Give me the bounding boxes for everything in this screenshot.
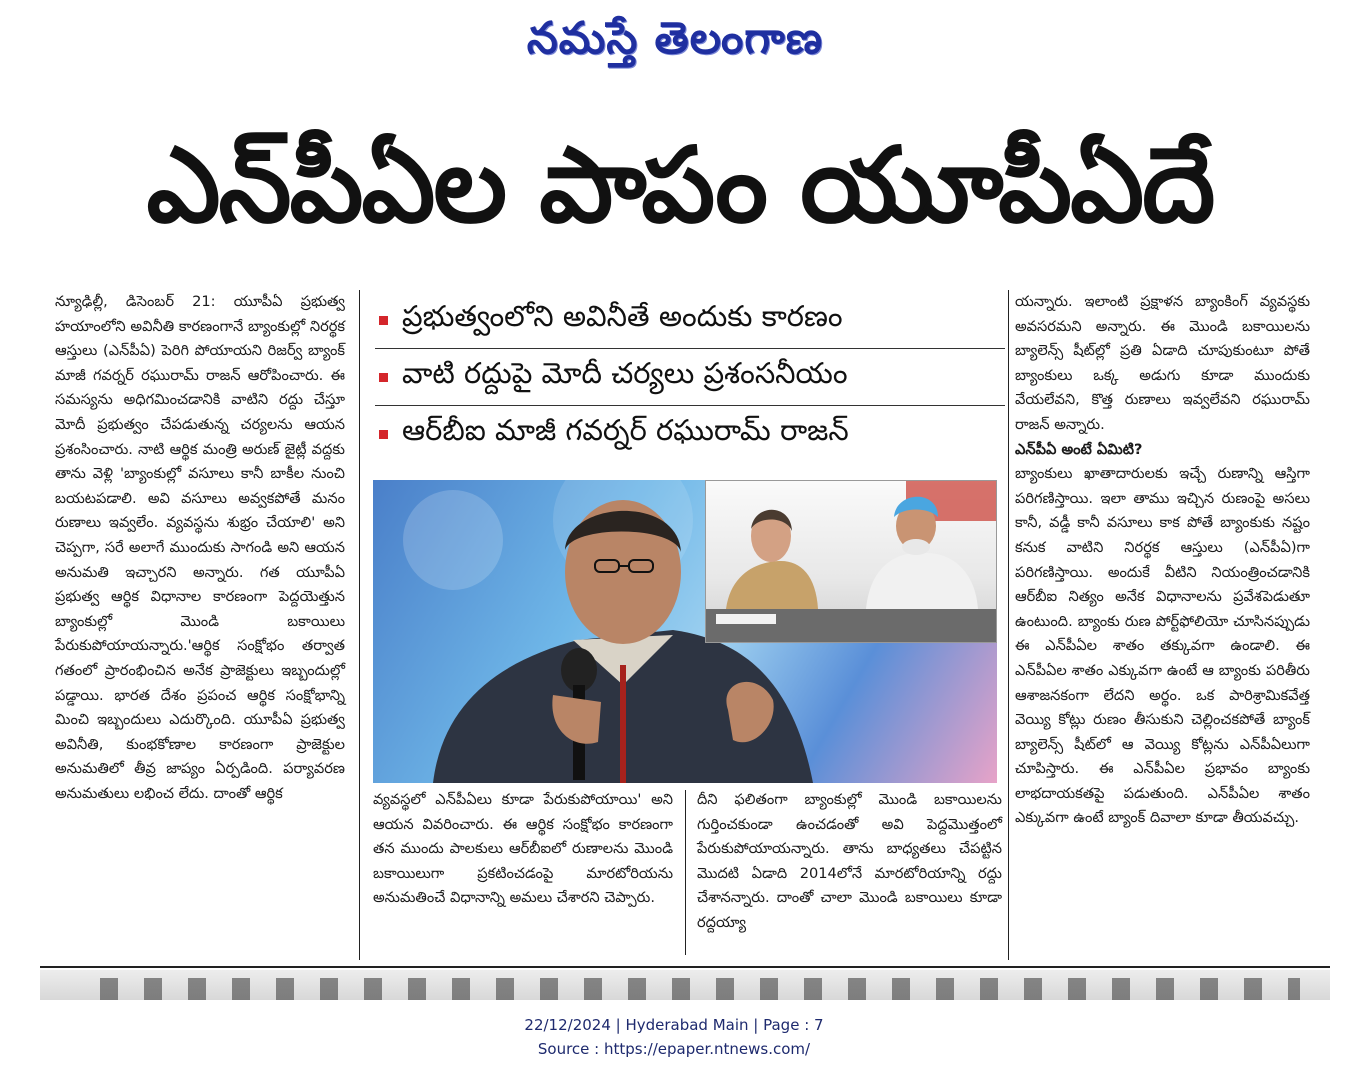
sonia-manmohan-photo bbox=[705, 480, 997, 643]
column-2-text: వ్యవస్థలో ఎన్‌పీఏలు కూడా పేరుకుపోయాయి' అని ఆయన వివరించారు. ఈ ఆర్థిక సంక్షోభం కారణంగా తన ముందు పాలకులు ఆర్‌బీఐలో రుణాలను మొండి బకాయిలుగా ప్రకటించడంపై మారటోరియను అనుమతించే విధానాన్ని అమలు చేశారని చెప్పారు. bbox=[373, 791, 673, 907]
bullet-text: ప్రభుత్వంలోని అవినీతే అందుకు కారణం bbox=[402, 299, 843, 333]
article-column-3 bbox=[697, 788, 1002, 936]
column-1-text: న్యూఢిల్లీ, డిసెంబర్ 21: యూపీఏ ప్రభుత్వ హయాంలోని అవినీతి కారణంగానే బ్యాంకుల్లో నిరర్థక ఆస్తులు (ఎన్‌పీఏ) పెరిగి పోయాయని రిజర్వ్ బ్యాంక్ మాజీ గవర్నర్ రఘురామ్ రాజన్ ఆరోపించారు. ఈ సమస్యను అధిగమించడానికి వాటిని రద్దు చేస్తూ మోదీ ప్రభుత్వం చేపడుతున్న చర్యలను ఆయన ప్రశంసించారు. నాటి ఆర్థిక మంత్రి అరుణ్ జైట్లీ వద్దకు తాను వెళ్లి 'బ్యాంకుల్లో వసూలు కానీ బాకీల నుంచి బయటపడాలి. అవి వసూలు అవ్వకపోతే మనం రుణాలు ఇవ్వలేం. వ్యవస్థను శుభ్రం చేయాలి' అని చెప్పగా, సరే అలాగే ముందుకు సాగండి అని ఆయన అనుమతి ఇచ్చారని అన్నారు. గత యూపీఏ ప్రభుత్వ ఆర్థిక విధానాల కారణంగా పెద్దయెత్తున బ్యాంకుల్లో మొండి బకాయిలు పేరుకుపోయాయన్నారు.'ఆర్థిక సంక్షోభం తర్వాత గతంలో ప్రారంభించిన అనేక ప్రాజెక్టులు ఇబ్బందుల్లో పడ్డాయి. భారత దేశం ప్రపంచ ఆర్థిక సంక్షోభాన్ని మించి ఇబ్బందులు ఎదుర్కొంది. యూపీఏ ప్రభుత్వ అవినీతి, కుంభకోణాల కారణంగా ప్రాజెక్టుల అనుమతిలో తీవ్ర జాప్యం ఏర్పడింది. పర్యావరణ అనుమతులు లభించ లేదు. దాంతో ఆర్థిక bbox=[55, 293, 345, 802]
next-article-strip bbox=[40, 970, 1330, 1000]
article-column-2 bbox=[373, 788, 673, 911]
main-headline: ఎన్‌పీఏల పాపం యూపీఏదే bbox=[146, 124, 1214, 246]
red-square-bullet-icon bbox=[379, 316, 388, 325]
npa-subheading: ఎన్‌పీఏ అంటే ఏమిటి? bbox=[1015, 440, 1143, 458]
bullet-item bbox=[375, 406, 1005, 462]
inset-illustration bbox=[706, 481, 996, 642]
cropped-text-strip bbox=[100, 978, 1300, 1000]
bullet-text: వాటి రద్దుపై మోదీ చర్యలు ప్రశంసనీయం bbox=[402, 356, 848, 390]
source-link[interactable]: Source : https://epaper.ntnews.com/ bbox=[537, 1040, 811, 1058]
column-divider bbox=[1008, 290, 1009, 960]
column-divider bbox=[685, 790, 686, 955]
bottom-divider bbox=[40, 966, 1330, 968]
bullet-item bbox=[375, 292, 1005, 349]
column-4-text-a: యన్నారు. ఇలాంటి ప్రక్షాళన బ్యాంకింగ్ వ్యవస్థకు అవసరమని అన్నారు. ఈ మొండి బకాయిలను బ్యాలెన్స్ షీట్‌ల్లో ప్రతి ఏడాది చూపుకుంటూ పోతే బ్యాంకులు ఒక్క అడుగు కూడా ముందుకు వేయలేవని, కొత్త రుణాలు ఇవ్వలేవని రఘురామ్ రాజన్ అన్నారు. bbox=[1015, 293, 1310, 433]
newspaper-masthead: నమస్తే తెలంగాణ bbox=[526, 13, 824, 64]
column-4-text-b: బ్యాంకులు ఖాతాదారులకు ఇచ్చే రుణాన్ని ఆస్తిగా పరిగణిస్తాయి. ఇలా తాము ఇచ్చిన రుణంపై అసలు కానీ, వడ్డీ కానీ వసూలు కాక పోతే బ్యాంకుకు నష్టం కనుక వాటిని నిరర్థక ఆస్తులు (ఎన్‌పీఏ)గా పరిగణిస్తాయి. అందుకే వీటిని నియంత్రించడానికి ఆర్‌బీఐ నిత్యం అనేక విధానాలను ప్రవేశపెడుతూ ఉంటుంది. బ్యాంకు రుణ పోర్ట్‌ఫోలియో చూసినప్పుడు ఈ ఎన్‌పీఏల శాతం తక్కువగా ఉండాలి. ఈ ఎన్‌పీఏల శాతం ఎక్కువగా ఉంటే ఆ బ్యాంకు పరితీరు ఆశాజనకంగా లేదని అర్థం. ఒక పారిశ్రామికవేత్త వెయ్యి కోట్లు రుణం తీసుకుని చెల్లించకపోతే బ్యాంక్ బ్యాలెన్స్ షీట్‌లో ఆ వెయ్యి కోట్లను ఎన్‌పీఏలుగా చూపిస్తారు. ఈ ఎన్‌పీఏల ప్రభావం బ్యాంకు లాభదాయకతపై పడుతుంది. ఎన్‌పీఏల శాతం ఎక్కువగా ఉంటే బ్యాంక్ దివాలా కూడా తీయవచ్చు. bbox=[1015, 465, 1310, 827]
bullet-text: ఆర్‌బీఐ మాజీ గవర్నర్ రఘురామ్ రాజన్ bbox=[402, 413, 849, 447]
bullet-item bbox=[375, 349, 1005, 406]
red-square-bullet-icon bbox=[379, 373, 388, 382]
highlight-bullets bbox=[375, 292, 1005, 462]
column-3-text: దీని ఫలితంగా బ్యాంకుల్లో మొండి బకాయిలను గుర్తించకుండా ఉంచడంతో అవి పెద్దమొత్తంలో పేరుకుపోయాయన్నారు. తాను బాధ్యతలు చేపట్టిన మొదటి ఏడాది 2014లోనే మారటోరియాన్ని రద్దు చేశానన్నారు. దాంతో చాలా మొండి బకాయిలు కూడా రద్దయ్యా bbox=[697, 791, 1002, 931]
red-square-bullet-icon bbox=[379, 430, 388, 439]
article-column-1 bbox=[55, 290, 345, 806]
column-divider bbox=[359, 290, 360, 960]
edition-info: 22/12/2024 | Hyderabad Main | Page : 7 bbox=[524, 1016, 824, 1034]
article-column-4 bbox=[1015, 290, 1310, 831]
